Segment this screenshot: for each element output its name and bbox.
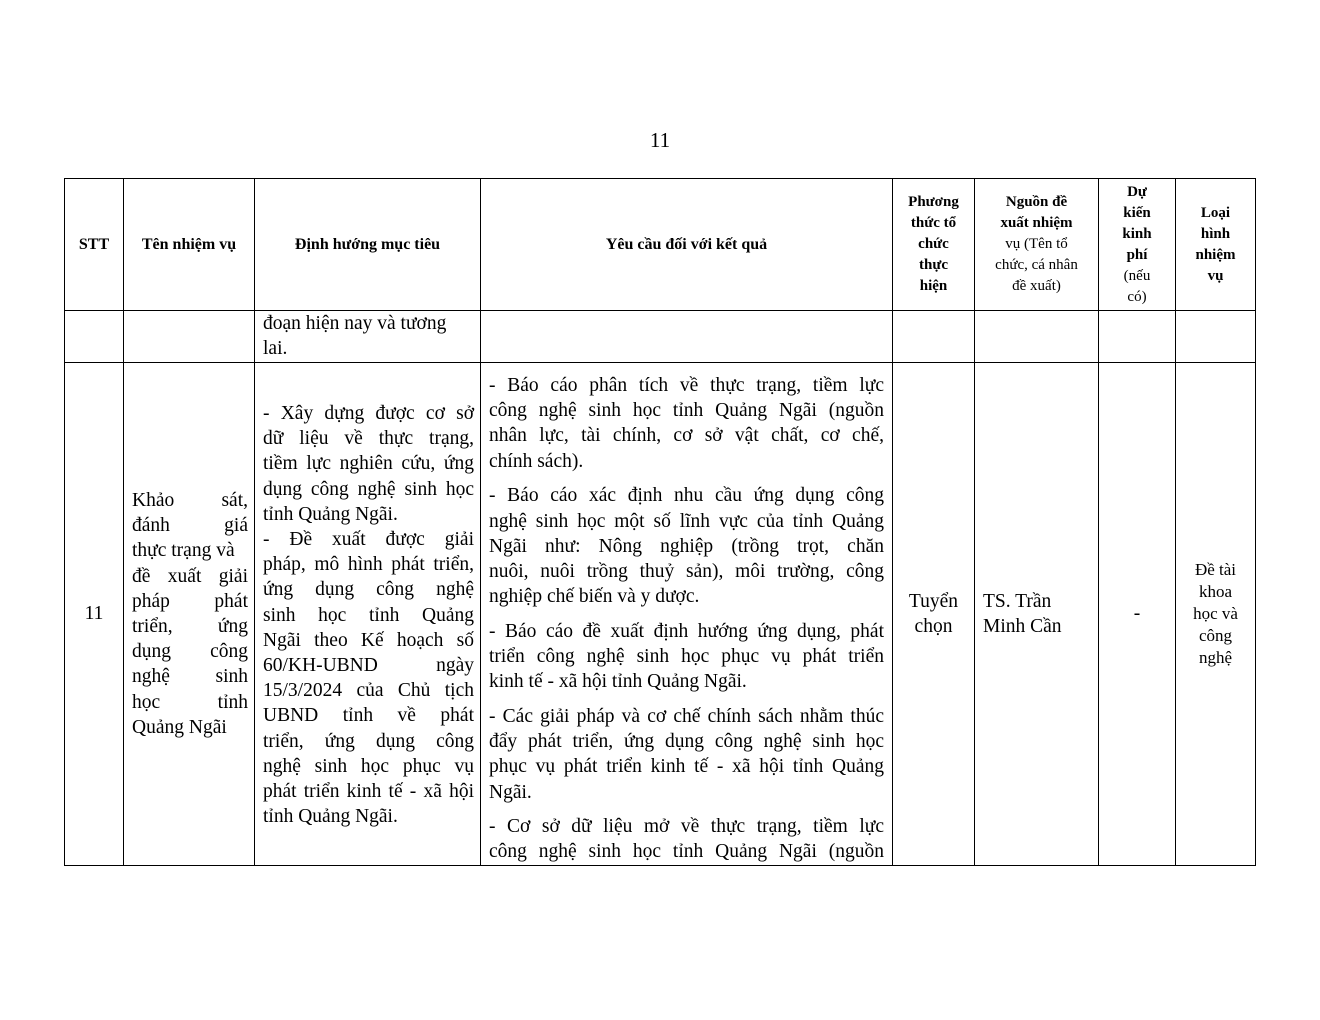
budget-cell: - — [1099, 363, 1176, 866]
header-source: Nguồn đề xuất nhiệm vụ (Tên tổ chức, cá nhân đề xuất) — [975, 179, 1099, 311]
header-row — [65, 179, 1256, 311]
requirement-item: - Báo cáo phân tích về thực trạng, tiềm lực công nghệ sinh học tỉnh Quảng Ngãi (nguồn nhân lực, tài chính, cơ sở vật chất, cơ chế, chính sách). — [489, 375, 884, 472]
page-number: 11 — [649, 128, 671, 152]
continued-requirements-cell — [481, 311, 893, 363]
continued-method-cell — [893, 311, 975, 363]
requirement-item: - Báo cáo xác định nhu cầu ứng dụng công nghệ sinh học một số lĩnh vực của tỉnh Quảng Ngãi như: Nông nghiệp (trồng trọt, chăn nuôi, nuôi trồng thuỷ sản), môi trường, công nghiệp chế biến và y dược. — [489, 485, 884, 608]
method-cell: Tuyển chọn — [893, 363, 975, 866]
continued-type-cell — [1176, 311, 1256, 363]
requirement-item: - Cơ sở dữ liệu mở về thực trạng, tiềm lực công nghệ sinh học tỉnh Quảng Ngãi (nguồn — [489, 816, 884, 863]
header-type: Loại hình nhiệm vụ — [1176, 179, 1256, 311]
task-stt: 11 — [65, 363, 124, 866]
continued-stt-cell — [65, 311, 124, 363]
continued-source-cell — [975, 311, 1099, 363]
header-objective: Định hướng mục tiêu — [255, 179, 481, 311]
type-cell: Đề tài khoa học và công nghệ — [1176, 363, 1256, 866]
continued-row — [65, 311, 1256, 363]
requirements-cell — [481, 363, 893, 866]
task-table — [64, 178, 1256, 866]
continued-budget-cell — [1099, 311, 1176, 363]
requirement-item: - Các giải pháp và cơ chế chính sách nhằm thúc đẩy phát triển, ứng dụng công nghệ sinh học phục vụ phát triển kinh tế - xã hội tỉnh Quảng Ngãi. — [489, 705, 884, 803]
header-requirements: Yêu cầu đối với kết quả — [481, 179, 893, 311]
header-method: Phương thức tổ chức thực hiện — [893, 179, 975, 311]
task-row — [65, 363, 1256, 866]
header-task-name: Tên nhiệm vụ — [124, 179, 255, 311]
objective-cell: - Xây dựng được cơ sở dữ liệu về thực trạng, tiềm lực nghiên cứu, ứng dụng công nghệ sinh học tỉnh Quảng Ngãi. - Đề xuất được giải pháp, mô hình phát triển, ứng dụng công nghệ sinh học tỉnh Quảng Ngãi theo Kế hoạch số 60/KH-UBND ngày 15/3/2024 của Chủ tịch UBND tỉnh về phát triển, ứng dụng công nghệ sinh học phục vụ phát triển kinh tế - xã hội tỉnh Quảng Ngãi. — [255, 363, 481, 866]
continued-objective-cell: đoạn hiện nay và tương lai. — [255, 311, 481, 363]
continued-task-cell — [124, 311, 255, 363]
header-budget: Dự kiến kinh phí (nếu có) — [1099, 179, 1176, 311]
source-cell: TS. Trần Minh Cần — [975, 363, 1099, 866]
task-name-cell: Khảo sát, đánh giá thực trạng và đề xuất giải pháp phát triển, ứng dụng công nghệ sinh học tỉnh Quảng Ngãi — [124, 363, 255, 866]
requirement-item: - Báo cáo đề xuất định hướng ứng dụng, phát triển công nghệ sinh học phục vụ phát triển kinh tế - xã hội tỉnh Quảng Ngãi. — [489, 620, 884, 693]
header-stt: STT — [65, 179, 124, 311]
